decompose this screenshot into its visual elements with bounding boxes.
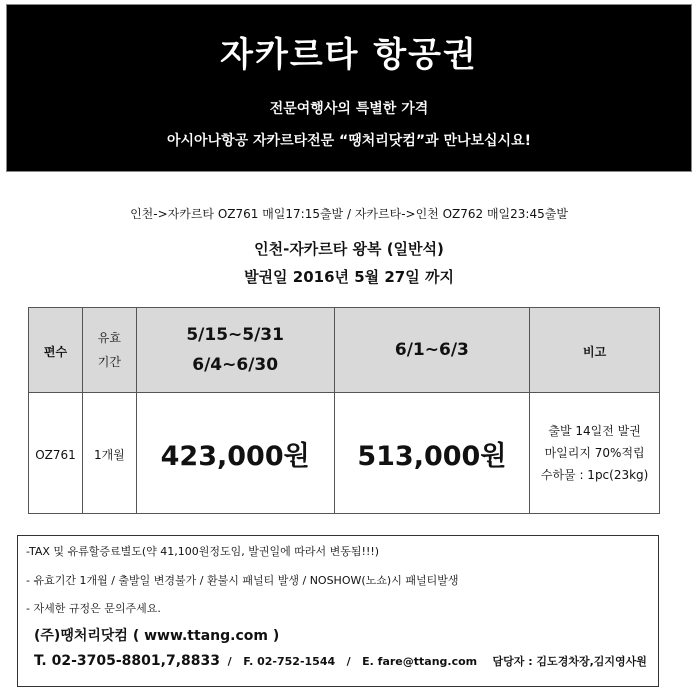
phone-number: T. 02-3705-8801,7,8833 [34,653,220,669]
header-remarks: 비고 [530,308,660,393]
cell-validity: 1개월 [82,393,136,514]
notes-box [17,535,659,687]
separator: / [338,655,359,668]
note-rules: - 유효기간 1개월 / 출발일 변경불가 / 환불시 패널티 발생 / NOSHOW(노쇼)시 패널티발생 [26,574,459,587]
manager-info: 담당자 : 김도경차장,김지영사원 [492,655,647,668]
header-period-1: 5/15~5/31 6/4~6/30 [136,308,334,393]
route-info: 인천->자카르타 OZ761 매일17:15출발 / 자카르타->인천 OZ762 매일23:45출발 [130,207,568,221]
table-row [29,393,660,514]
cell-price-2: 513,000원 [334,393,530,514]
company-name: (주)땡처리닷컴 ( www.ttang.com ) [34,628,280,644]
header-validity: 유효 기간 [82,308,136,393]
header-period-2: 6/1~6/3 [334,308,530,393]
separator [481,655,489,668]
issue-deadline: 발권일 2016년 5월 27일 까지 [244,268,454,286]
email-address: E. fare@ttang.com [362,655,478,668]
note-inquiry: - 자세한 규정은 문의주세요. [26,602,161,615]
header-tagline: 아시아나항공 자카르타전문 “땡처리닷컴”과 만나보십시요! [167,133,531,149]
header-banner [6,4,692,172]
separator: / [223,655,240,668]
page-title: 자카르타 항공권 [220,35,478,75]
cell-remarks: 출발 14일전 발권 마일리지 70%적립 수하물 : 1pc(23kg) [530,393,660,514]
cell-price-1: 423,000원 [136,393,334,514]
fax-number: F. 02-752-1544 [243,655,336,668]
header-subtitle: 전문여행사의 특별한 가격 [269,101,429,117]
contact-line [34,653,647,669]
cell-flight: OZ761 [29,393,83,514]
fare-title: 인천-자카르타 왕복 (일반석) [254,240,444,258]
note-tax: -TAX 및 유류할증료별도(약 41,100원정도임, 발권일에 따라서 변동됨!!!) [26,545,380,558]
header-flight: 편수 [29,308,83,393]
fare-table [28,307,660,514]
fare-table-header-row [29,308,660,393]
